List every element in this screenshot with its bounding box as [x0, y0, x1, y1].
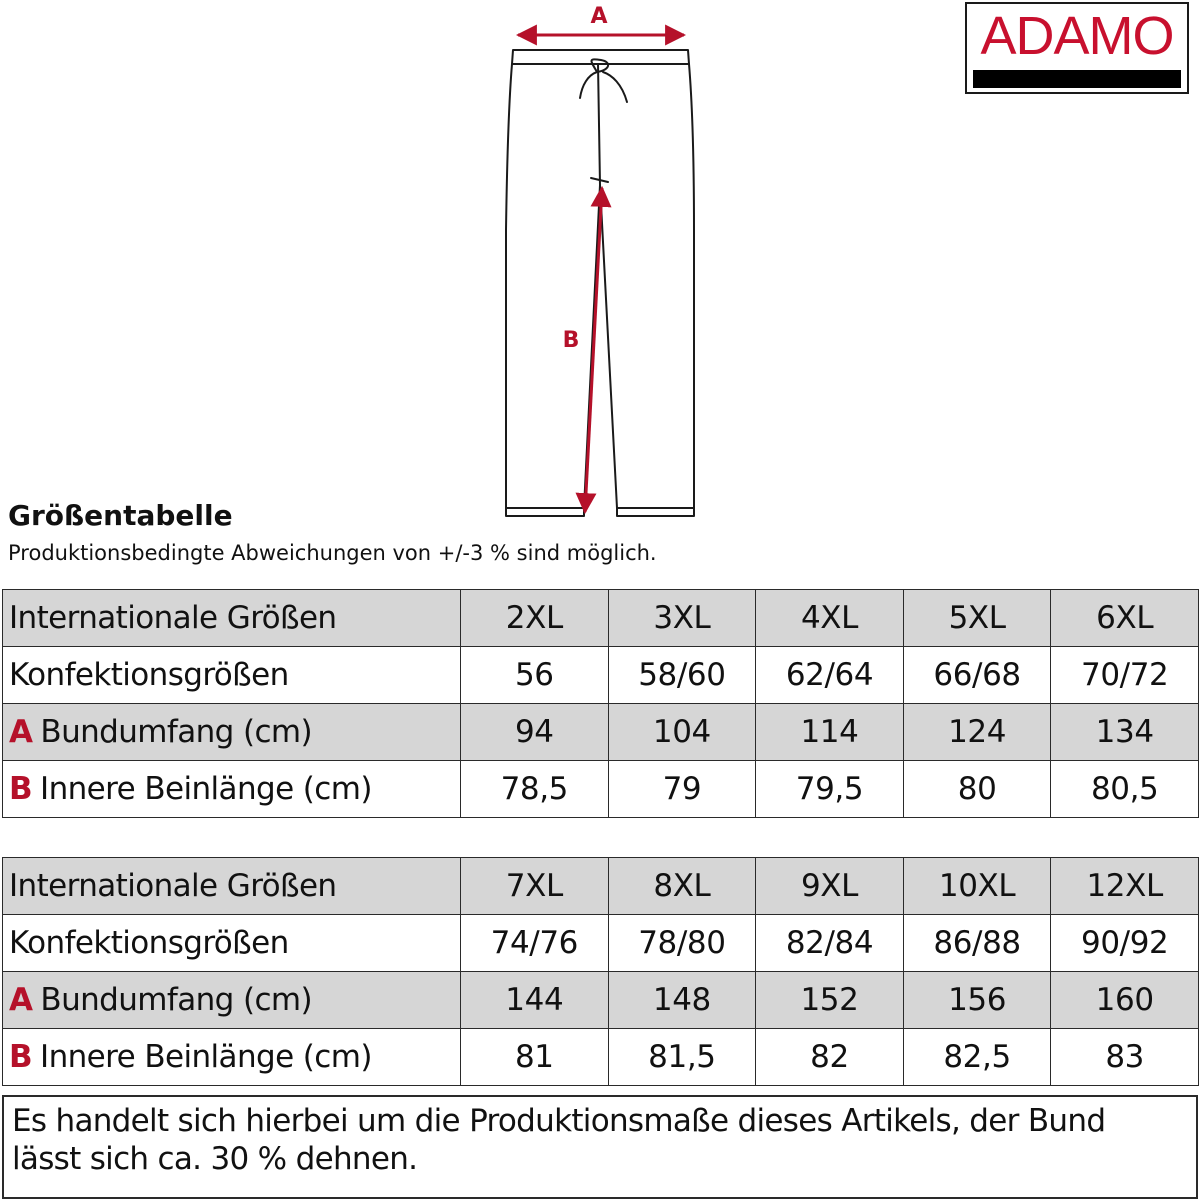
- waist-cell: 104: [608, 704, 756, 761]
- right-hem: [617, 508, 694, 516]
- size-cell: 2XL: [461, 590, 609, 647]
- waist-cell: 144: [461, 972, 609, 1029]
- production-note: [2, 1095, 1198, 1199]
- size-cell: 12XL: [1051, 858, 1199, 915]
- konfektion-cell: 62/64: [756, 647, 904, 704]
- left-hem: [506, 508, 584, 516]
- inseam-cell: 82: [756, 1029, 904, 1086]
- size-cell: 7XL: [461, 858, 609, 915]
- note-line-1: Es handelt sich hierbei um die Produktionsmaße dieses Artikels, der Bund: [12, 1103, 1106, 1139]
- waist-cell: 94: [461, 704, 609, 761]
- waist-cell: 124: [903, 704, 1051, 761]
- row-label: Internationale Größen: [3, 858, 461, 915]
- size-cell: 8XL: [608, 858, 756, 915]
- waistband-outline: [512, 50, 689, 64]
- waist-row: [3, 972, 1199, 1029]
- fly-line: [598, 64, 600, 185]
- konfektion-cell: 86/88: [903, 915, 1051, 972]
- size-cell: 10XL: [903, 858, 1051, 915]
- size-table-2: [2, 857, 1199, 1086]
- konfektion-cell: 70/72: [1051, 647, 1199, 704]
- inseam-cell: 81: [461, 1029, 609, 1086]
- konfektion-size-row: [3, 647, 1199, 704]
- inseam-cell: 79: [608, 761, 756, 818]
- size-cell: 4XL: [756, 590, 904, 647]
- konfektion-cell: 56: [461, 647, 609, 704]
- waist-label: Bundumfang (cm): [40, 714, 313, 750]
- size-cell: 3XL: [608, 590, 756, 647]
- left-leg-outline: [506, 64, 512, 508]
- size-cell: 9XL: [756, 858, 904, 915]
- inseam-cell: 80: [903, 761, 1051, 818]
- measure-b-label: B: [562, 328, 580, 353]
- waist-cell: 152: [756, 972, 904, 1029]
- waist-cell: 160: [1051, 972, 1199, 1029]
- inseam-cell: 79,5: [756, 761, 904, 818]
- konfektion-cell: 66/68: [903, 647, 1051, 704]
- row-label: Konfektionsgrößen: [3, 915, 461, 972]
- international-size-row: [3, 858, 1199, 915]
- inseam-cell: 80,5: [1051, 761, 1199, 818]
- inseam-cell: 82,5: [903, 1029, 1051, 1086]
- inseam-cell: 83: [1051, 1029, 1199, 1086]
- right-leg-outline: [689, 64, 694, 508]
- size-cell: 5XL: [903, 590, 1051, 647]
- waist-row: [3, 704, 1199, 761]
- marker-b: B: [9, 1039, 33, 1075]
- konfektion-size-row: [3, 915, 1199, 972]
- waist-cell: 148: [608, 972, 756, 1029]
- waist-cell: 156: [903, 972, 1051, 1029]
- inseam-label: Innere Beinlänge (cm): [40, 771, 372, 807]
- row-label: [3, 1029, 461, 1086]
- international-size-row: [3, 590, 1199, 647]
- logo-text: ADAMO: [980, 6, 1174, 66]
- konfektion-cell: 78/80: [608, 915, 756, 972]
- waist-label: Bundumfang (cm): [40, 982, 313, 1018]
- konfektion-cell: 82/84: [756, 915, 904, 972]
- waist-cell: 114: [756, 704, 904, 761]
- size-chart-title: Größentabelle: [8, 499, 233, 532]
- size-table-1: [2, 589, 1199, 818]
- size-cell: 6XL: [1051, 590, 1199, 647]
- right-inseam: [600, 185, 617, 508]
- waist-cell: 134: [1051, 704, 1199, 761]
- inseam-row: [3, 1029, 1199, 1086]
- adamo-logo: [965, 2, 1189, 94]
- marker-a: A: [9, 982, 33, 1018]
- drawstring: [580, 59, 627, 102]
- size-chart-subtitle: Produktionsbedingte Abweichungen von +/-3 % sind möglich.: [8, 541, 657, 565]
- marker-a: A: [9, 714, 33, 750]
- inseam-cell: 78,5: [461, 761, 609, 818]
- inseam-row: [3, 761, 1199, 818]
- konfektion-cell: 74/76: [461, 915, 609, 972]
- logo-bar: [973, 70, 1181, 88]
- row-label: Internationale Größen: [3, 590, 461, 647]
- inseam-cell: 81,5: [608, 1029, 756, 1086]
- konfektion-cell: 90/92: [1051, 915, 1199, 972]
- inseam-label: Innere Beinlänge (cm): [40, 1039, 372, 1075]
- konfektion-cell: 58/60: [608, 647, 756, 704]
- row-label: [3, 704, 461, 761]
- measure-b-arrow: [585, 188, 602, 512]
- note-line-2: lässt sich ca. 30 % dehnen.: [12, 1141, 418, 1177]
- row-label: [3, 761, 461, 818]
- marker-b: B: [9, 771, 33, 807]
- row-label: Konfektionsgrößen: [3, 647, 461, 704]
- measure-a-label: A: [590, 4, 608, 29]
- row-label: [3, 972, 461, 1029]
